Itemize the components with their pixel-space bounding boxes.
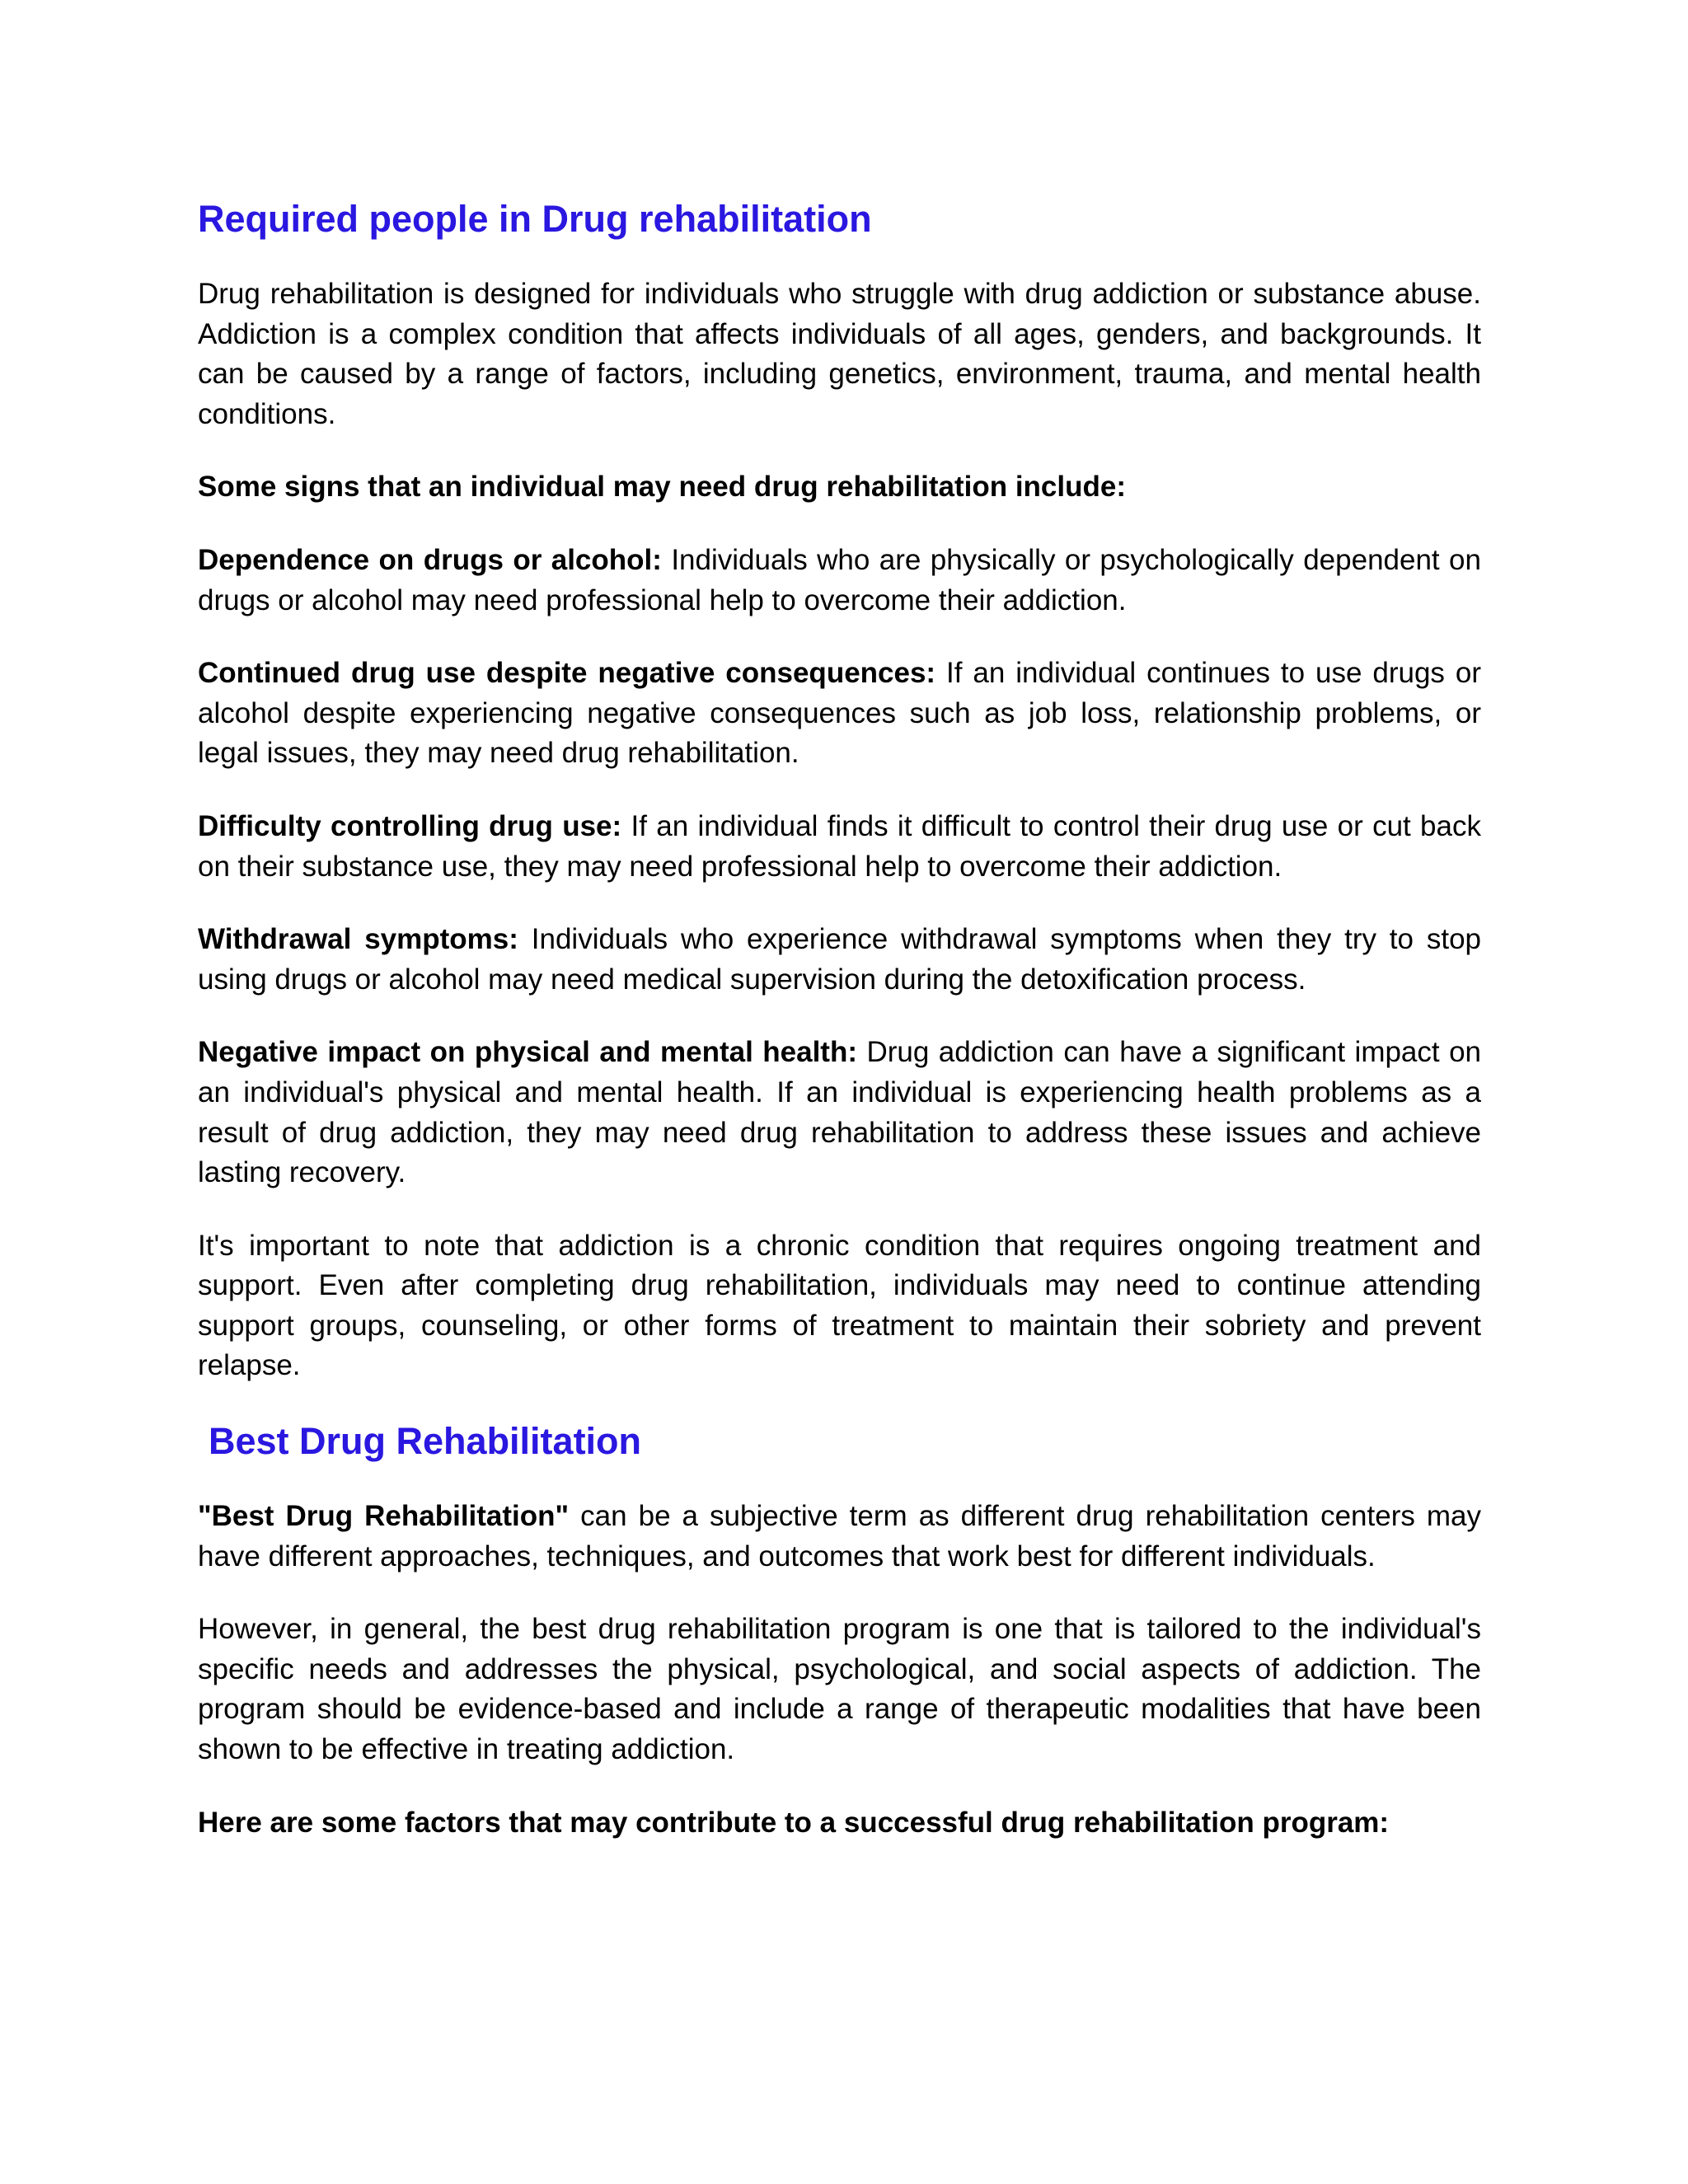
intro-paragraph: Drug rehabilitation is designed for individuals who struggle with drug addiction or substance abuse. Addiction is a complex condition that affects individuals of all ages, genders, and backgrounds. It can be caused by a range of factors, including genetics, environment, trauma, and mental health conditions. [198, 278, 1481, 430]
note-paragraph: It's important to note that addiction is a chronic condition that requires ongoing treatment and support. Even after completing drug rehabilitation, individuals may need to continue attending support groups, counseling, or other forms of treatment to maintain their sobriety and prevent relapse. [198, 1229, 1481, 1382]
best-text: can be a subjective term as different drug rehabilitation centers may have different approaches, techniques, and outcomes that work best for different individuals. [198, 1500, 1481, 1572]
sign-text: Individuals who experience withdrawal symptoms when they try to stop using drugs or alcohol may need medical supervision during the detoxification process. [198, 923, 1481, 996]
sign-term: Negative impact on physical and mental health: [198, 1036, 857, 1069]
sign-text: Drug addiction can have a significant impact on an individual's physical and mental health. If an individual is experiencing health problems as a result of drug addiction, they may need drug rehabilitation to address these issues and achieve lasting recovery. [198, 1036, 1482, 1189]
general-paragraph: However, in general, the best drug rehabilitation program is one that is tailored to the individual's specific needs and addresses the physical, psychological, and social aspects of addiction. The program should be evidence-based and include a range of therapeutic modalities that have been shown to be effective in treating addiction. [198, 1613, 1481, 1766]
document-page [198, 194, 1481, 1843]
sign-item-dependence [198, 541, 1481, 621]
sign-term: Dependence on drugs or alcohol: [198, 543, 662, 576]
heading-best-drug-rehabilitation: Best Drug Rehabilitation [209, 1420, 642, 1463]
sign-item-continued-use [198, 654, 1481, 774]
sign-text: Individuals who are physically or psychologically dependent on drugs or alcohol may need professional help to overcome their addiction. [198, 543, 1481, 616]
sign-term: Withdrawal symptoms: [198, 923, 518, 956]
sign-term: Continued drug use despite negative consequences: [198, 657, 936, 690]
sign-text: If an individual finds it difficult to control their drug use or cut back on their substance use, they may need professional help to overcome their addiction. [198, 809, 1481, 883]
sign-item-difficulty [198, 807, 1481, 887]
best-term: "Best Drug Rehabilitation" [198, 1500, 570, 1533]
sign-term: Difficulty controlling drug use: [198, 809, 622, 842]
heading-required-people: Required people in Drug rehabilitation [198, 198, 872, 240]
factors-lead: Here are some factors that may contribute to a successful drug rehabilitation program: [198, 1806, 1390, 1839]
sign-item-health-impact [198, 1033, 1481, 1193]
best-definition-paragraph [198, 1497, 1481, 1577]
sign-item-withdrawal [198, 920, 1481, 1000]
signs-lead: Some signs that an individual may need drug rehabilitation include: [198, 471, 1126, 504]
sign-text: If an individual continues to use drugs or alcohol despite experiencing negative consequences such as job loss, relationship problems, or legal issues, they may need drug rehabilitation. [198, 657, 1481, 770]
